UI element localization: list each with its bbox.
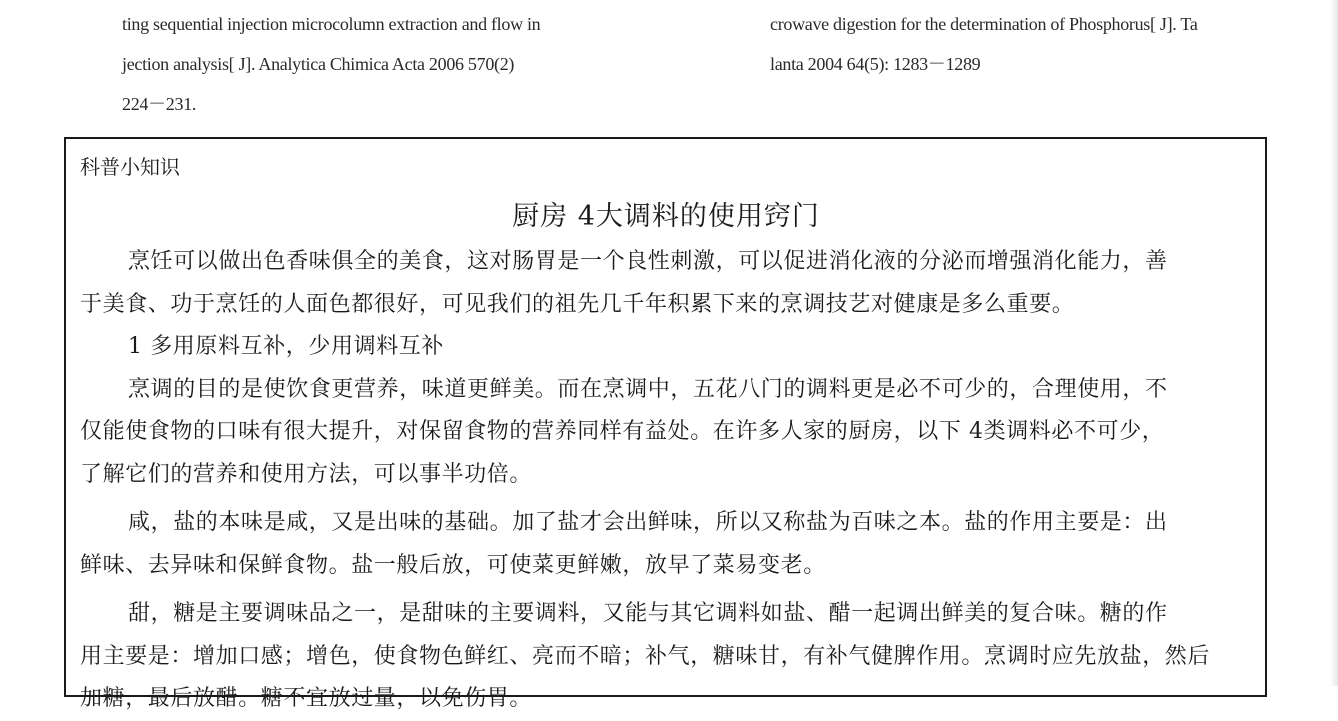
reference-line: crowave digestion for the determination of Phosphorus[ J]. Ta — [770, 14, 1198, 34]
article-line: 于美食、功于烹饪的人面色都很好，可见我们的祖先几千年积累下来的烹调技艺对健康是多么重要。 — [80, 291, 1075, 317]
page-edge-shadow — [1330, 0, 1338, 686]
article-line: 1 多用原料互补，少用调料互补 — [128, 334, 444, 359]
article-line: 烹调的目的是使饮食更营养，味道更鲜美。而在烹调中，五花八门的调料更是必不可少的，合理使用，不 — [128, 376, 1168, 402]
reference-line: jection analysis[ J]. Analytica Chimica Acta 2006 570(2) — [122, 54, 515, 74]
article-body — [80, 241, 1252, 721]
article-line: 甜，糖是主要调味品之一，是甜味的主要调料，又能与其它调料如盐、醋一起调出鲜美的复合味。糖的作 — [128, 601, 1168, 626]
box-label: 科普小知识 — [80, 155, 180, 179]
article-line: 用主要是：增加口感；增色，使食物色鲜红、亮而不暗；补气，糖味甘，有补气健脾作用。烹调时应先放盐，然后 — [80, 643, 1211, 669]
reference-line: 224－231. — [122, 94, 197, 114]
reference-line: ting sequential injection microcolumn extraction and flow in — [122, 14, 541, 34]
reference-column-left — [122, 4, 682, 124]
article-line: 咸，盐的本味是咸，又是出味的基础。加了盐才会出鲜味，所以又称盐为百味之本。盐的作用主要是：出 — [128, 510, 1168, 535]
article-line: 鲜味、去异味和保鲜食物。盐一般后放，可使菜更鲜嫩，放早了菜易变老。 — [80, 552, 826, 578]
article-title: 厨房 4大调料的使用窍门 — [512, 201, 820, 232]
article-line: 烹饪可以做出色香味俱全的美食，这对肠胃是一个良性刺激，可以促进消化液的分泌而增强消化能力，善 — [128, 249, 1168, 274]
references-section — [0, 0, 1338, 130]
reference-column-right — [770, 4, 1310, 84]
reference-line: lanta 2004 64(5): 1283－1289 — [770, 54, 981, 74]
article-line: 仅能使食物的口味有很大提升，对保留食物的营养同样有益处。在许多人家的厨房，以下 4类调料必不可少， — [80, 419, 1165, 444]
science-tip-box — [64, 137, 1267, 711]
article-line: 了解它们的营养和使用方法，可以事半功倍。 — [80, 461, 533, 487]
article-line: 加糖，最后放醋。糖不宜放过量，以免伤胃。 — [80, 686, 533, 711]
